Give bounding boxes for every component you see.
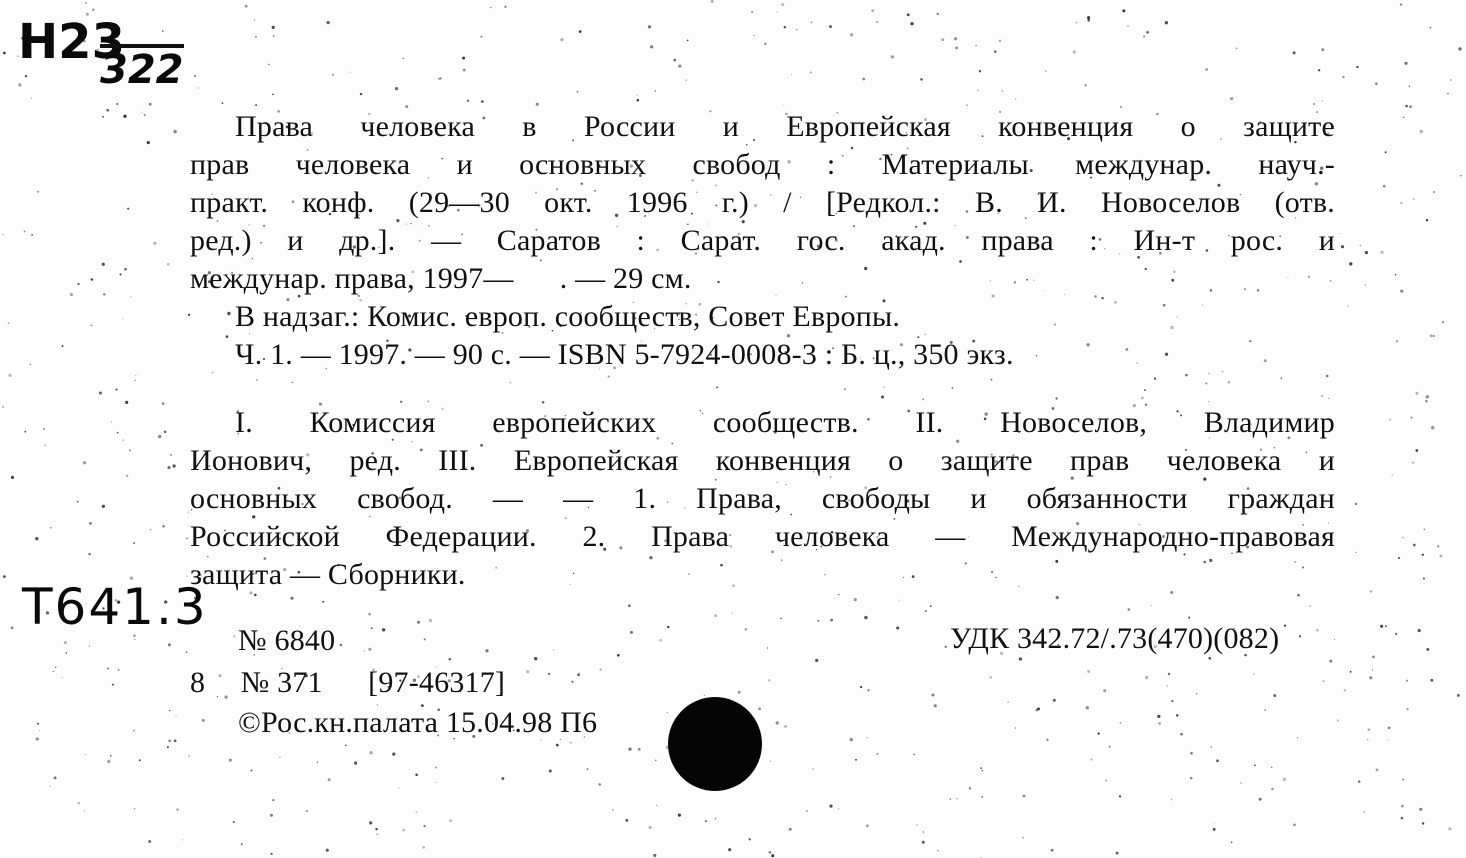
- tracing-line: Российской Федерации. 2. Права человека — Международно-правовая: [190, 520, 1335, 553]
- tracing-line: защита — Сборники.: [190, 558, 466, 591]
- entry-line: ред.) и др.]. — Саратов : Сарат. гос. акад. права : Ин-т рос. и: [190, 224, 1335, 257]
- tracing-line: основных свобод. — — 1. Права, свободы и обязанности граждан: [190, 482, 1335, 515]
- udk-code-text: УДК 342.72/.73(470)(082): [950, 622, 1280, 655]
- card-number-prefix: 8: [190, 666, 206, 699]
- entry-line: практ. конф. (29—30 окт. 1996 г.) / [Редкол.: В. И. Новоселов (отв.: [190, 186, 1335, 219]
- card-code: [97-46317]: [368, 666, 506, 699]
- punched-hole: [668, 697, 762, 791]
- shelfmark-fraction-text: 322: [100, 47, 184, 93]
- entry-line: прав человека и основных свобод : Материалы междунар. науч.-: [190, 148, 1335, 181]
- tracing-line: Ионович, ред. III. Европейская конвенция о защите прав человека и: [190, 444, 1335, 477]
- card-number-row: [190, 664, 505, 702]
- copyright-text: ©Рос.кн.палата 15.04.98 П6: [238, 706, 598, 739]
- tracing-line: I. Комиссия европейских сообществ. II. Новоселов, Владимир: [235, 406, 1335, 439]
- shelfmark-top-text: H23: [18, 14, 125, 70]
- shelfmark-fraction: [100, 44, 184, 92]
- shelfmark-left: [22, 578, 208, 636]
- nadzag-line: В надзаг.: Комис. европ. сообществ, Совет Европы.: [235, 300, 901, 333]
- shelfmark-left-text: T641.3: [22, 578, 208, 636]
- card-number: № 371: [240, 666, 323, 699]
- accession-number-text: № 6840: [238, 624, 336, 657]
- udk-code: [950, 620, 1279, 658]
- entry-block: [190, 108, 1335, 374]
- tracings-block: [190, 404, 1335, 594]
- entry-line: междунар. права, 1997— . — 29 см.: [190, 262, 692, 295]
- copyright-line: [238, 704, 597, 742]
- entry-line: Права человека в России и Европейская конвенция о защите: [235, 110, 1335, 143]
- part-line: Ч. 1. — 1997. — 90 с. — ISBN 5-7924-0008-3 : Б. ц., 350 экз.: [235, 338, 1014, 371]
- accession-number: [238, 622, 335, 660]
